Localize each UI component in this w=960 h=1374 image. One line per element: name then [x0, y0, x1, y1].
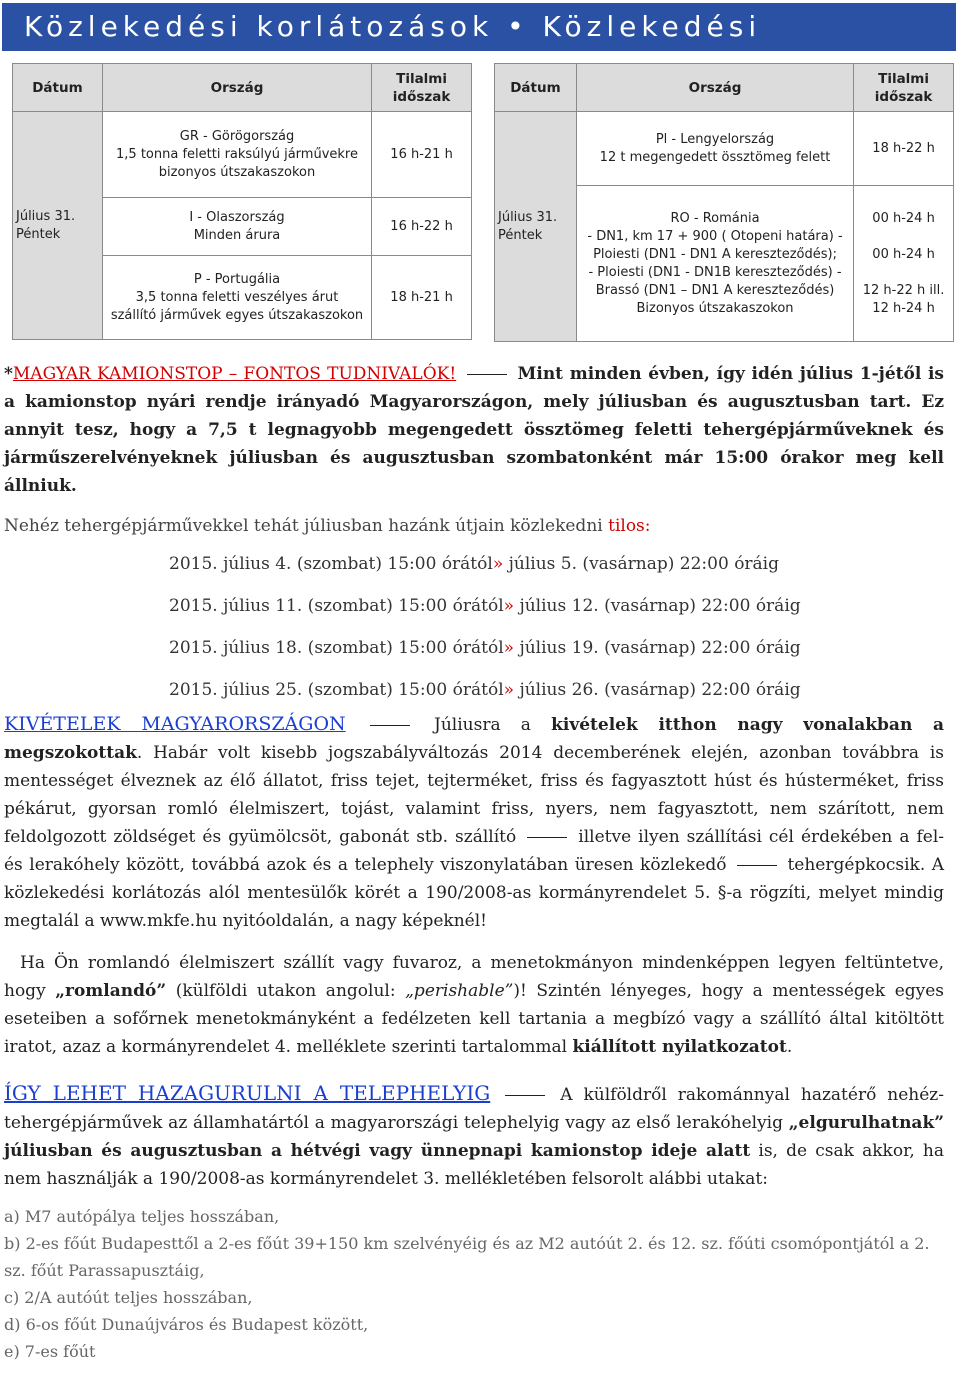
header-date: Dátum [495, 64, 577, 112]
left-restriction-table [12, 63, 472, 340]
header-country: Ország [102, 64, 371, 112]
list-item: d) 6-os főút Dunaújváros és Budapest között, [4, 1315, 369, 1334]
route-list [4, 1203, 944, 1365]
header-period: Tilalmi időszak [372, 64, 472, 112]
intro-title: MAGYAR KAMIONSTOP – FONTOS TUDNIVALÓK! [12, 364, 457, 384]
period-cell: 00 h-24 h 00 h-24 h 12 h-22 h ill. 12 h-24 h [854, 186, 954, 342]
ban-date-list [169, 550, 944, 710]
ban-paragraph: Nehéz tehergépjárművekkel tehát júliusban hazánk útjain közlekedni tilos: [4, 516, 651, 536]
ban-date-line: 2015. július 11. (szombat) 15:00 órától» július 12. (vasárnap) 22:00 óráig [169, 596, 801, 616]
country-cell: Pl - Lengyelország 12 t megengedett össztömeg felett [576, 112, 853, 186]
intro-paragraph: *MAGYAR KAMIONSTOP – FONTOS TUDNIVALÓK! Mint minden évben, így idén július 1-jétől is a kamionstop nyári rendje irányadó Magyarországon, mely júliusban és augusztusban tart. Ez annyit tesz, hogy a 7,5 t legnagyobb megengedett össztömeg feletti tehergépjárműveknek és járműszerelvényeknek júliusban és augusztusban szombatonként már 15:00 órakor meg kell állniuk. [4, 364, 944, 496]
date-cell: Július 31. Péntek [13, 112, 103, 340]
country-cell: RO - Románia - DN1, km 17 + 900 ( Otopeni határa) - Ploiesti (DN1 - DN1 A kereszteződés); - Ploiesti (DN1 - DN1B kereszteződés) - Brassó (DN1 – DN1 A kereszteződés) Bizonyos útszakaszokon [576, 186, 853, 342]
exceptions-title: KIVÉTELEK MAGYARORSZÁGON [4, 713, 346, 735]
header-date: Dátum [13, 64, 103, 112]
header-period: Tilalmi időszak [854, 64, 954, 112]
dash [467, 374, 507, 375]
period-cell: 16 h-21 h [372, 112, 472, 198]
list-item: a) M7 autópálya teljes hosszában, [4, 1207, 280, 1226]
return-home-paragraph: ÍGY LEHET HAZAGURULNI A TELEPHELYIG A külföldről rakománnyal hazatérő nehéz-tehergépjárművek az államhatártól a magyarországi telephelyig vagy az első lerakóhelyig „elgurulhatnak” júliusban és augusztusban a hétvégi vagy ünnepnapi kamionstop ideje alatt is, de csak akkor, ha nem használják a 190/2008-as kormányrendelet 3. mellékletében felsorolt alábbi utakat: [4, 1081, 945, 1189]
country-cell: GR - Görögország 1,5 tonna feletti raksúlyú járművekre bizonyos útszakaszokon [102, 112, 371, 198]
right-restriction-table [494, 63, 954, 342]
list-item: b) 2-es főút Budapesttől a 2-es főút 39+150 km szelvényéig és az M2 autóút 2. és 12. sz. főúti csomópontjától a 2. sz. főút Parassapusztáig, [4, 1234, 930, 1280]
banner: Közlekedési korlátozások • Közlekedési [2, 3, 956, 51]
ban-date-line: 2015. július 18. (szombat) 15:00 órától» július 19. (vasárnap) 22:00 óráig [169, 638, 801, 658]
country-cell: I - Olaszország Minden árura [102, 198, 371, 256]
period-cell: 18 h-22 h [854, 112, 954, 186]
perishable-paragraph: Ha Ön romlandó élelmiszert szállít vagy fuvaroz, a menetokmányon mindenképpen legyen feltüntetve, hogy „romlandó” (külföldi utakon angolul: „perishable”)! Szintén lényeges, hogy a mentességek egyes eseteiben a sofőrnek menetokmányként a fedélzeten kell tartania a megbízó vagy a szállító által kitöltött iratot, azaz a kormányrendelet 4. melléklete szerinti tartalommal kiállított nyilatkozatot. [4, 953, 945, 1057]
list-item: e) 7-es főút [4, 1342, 96, 1361]
date-cell: Július 31. Péntek [495, 112, 577, 342]
ban-date-line: 2015. július 25. (szombat) 15:00 órától» július 26. (vasárnap) 22:00 óráig [169, 680, 801, 700]
header-country: Ország [576, 64, 853, 112]
list-item: c) 2/A autóút teljes hosszában, [4, 1288, 253, 1307]
country-cell: P - Portugália 3,5 tonna feletti veszélyes árut szállító járművek egyes útszakaszokon [102, 256, 371, 340]
period-cell: 16 h-22 h [372, 198, 472, 256]
exceptions-paragraph: KIVÉTELEK MAGYARORSZÁGON Júliusra a kivételek itthon nagy vonalakban a megszokottak. Habár volt kisebb jogszabályváltozás 2014 decemberének elején, azonban továbbra is mentességet élveznek az élő állatot, friss tejet, tejterméket, friss és fagyasztott húst és hústerméket, friss pékárut, gyorsan romló élelmiszert, tojást, valamint friss, nyers, nem fagyasztott, nem szárított, nem feldolgozott zöldséget és gyümölcsöt, gabonát stb. szállító illetve ilyen szállítási cél érdekében a fel- és lerakóhely között, továbbá azok és a telephely viszonylatában üresen közlekedő tehergépkocsik. A közlekedési korlátozás alól mentesülők körét a 190/2008-as kormányrendelet 5. §-a rögzíti, melyet mindig megtalál a www.mkfe.hu nyitóoldalán, a nagy képeknél! [4, 713, 945, 931]
ban-date-line: 2015. július 4. (szombat) 15:00 órától» július 5. (vasárnap) 22:00 óráig [169, 554, 780, 574]
period-cell: 18 h-21 h [372, 256, 472, 340]
return-home-title: ÍGY LEHET HAZAGURULNI A TELEPHELYIG [4, 1081, 491, 1105]
article-body [4, 360, 944, 1365]
